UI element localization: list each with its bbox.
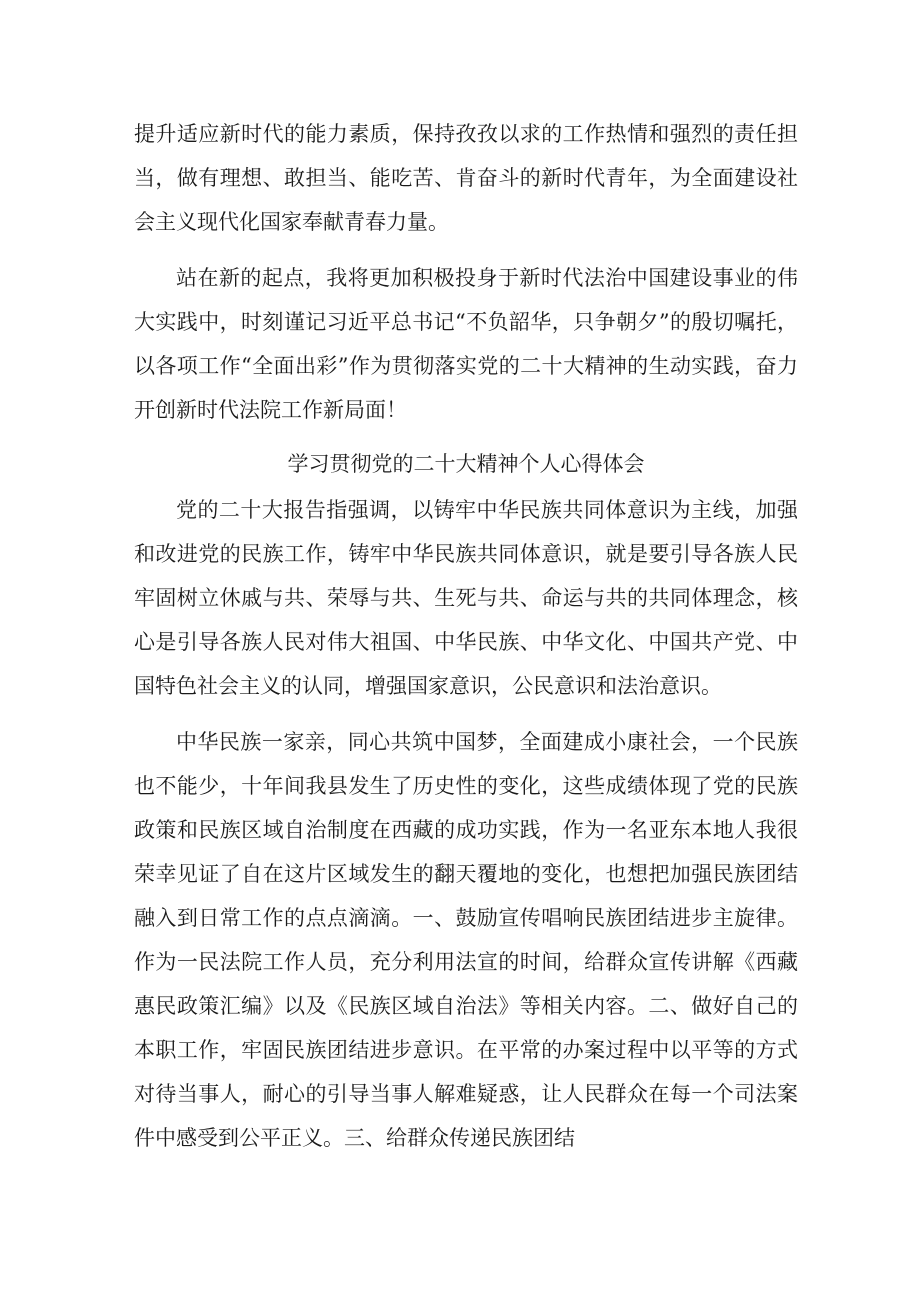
document-body: [134, 112, 798, 1160]
paragraph-2: 站在新的起点，我将更加积极投身于新时代法治中国建设事业的伟大实践中，时刻谨记习近平总书记“不负韶华，只争朝夕”的殷切嘱托，以各项工作“全面出彩”作为贯彻落实党的二十大精神的生动实践，奋力开创新时代法院工作新局面！: [134, 266, 798, 422]
paragraph-1: 提升适应新时代的能力素质，保持孜孜以求的工作热情和强烈的责任担当，做有理想、敢担当、能吃苦、肯奋斗的新时代青年，为全面建设社会主义现代化国家奉献青春力量。: [134, 122, 798, 234]
paragraph-3: 党的二十大报告指强调，以铸牢中华民族共同体意识为主线，加强和改进党的民族工作，铸牢中华民族共同体意识，就是要引导各族人民牢固树立休戚与共、荣辱与共、生死与共、命运与共的共同体理念，核心是引导各族人民对伟大祖国、中华民族、中华文化、中国共产党、中国特色社会主义的认同，增强国家意识，公民意识和法治意识。: [134, 498, 798, 698]
paragraph-4: 中华民族一家亲，同心共筑中国梦，全面建成小康社会，一个民族也不能少，十年间我县发生了历史性的变化，这些成绩体现了党的民族政策和民族区域自治制度在西藏的成功实践，作为一名亚东本地人我很荣幸见证了自在这片区域发生的翻天覆地的变化，也想把加强民族团结融入到日常工作的点点滴滴。一、鼓励宣传唱响民族团结进步主旋律。作为一民法院工作人员，充分利用法宣的时间，给群众宣传讲解《西藏惠民政策汇编》以及《民族区域自治法》等相关内容。二、做好自己的本职工作，牢固民族团结进步意识。在平常的办案过程中以平等的方式对待当事人，耐心的引导当事人解难疑惑，让人民群众在每一个司法案件中感受到公平正义。三、给群众传递民族团结: [134, 730, 798, 1150]
section-title: 学习贯彻党的二十大精神个人心得体会: [287, 452, 645, 476]
